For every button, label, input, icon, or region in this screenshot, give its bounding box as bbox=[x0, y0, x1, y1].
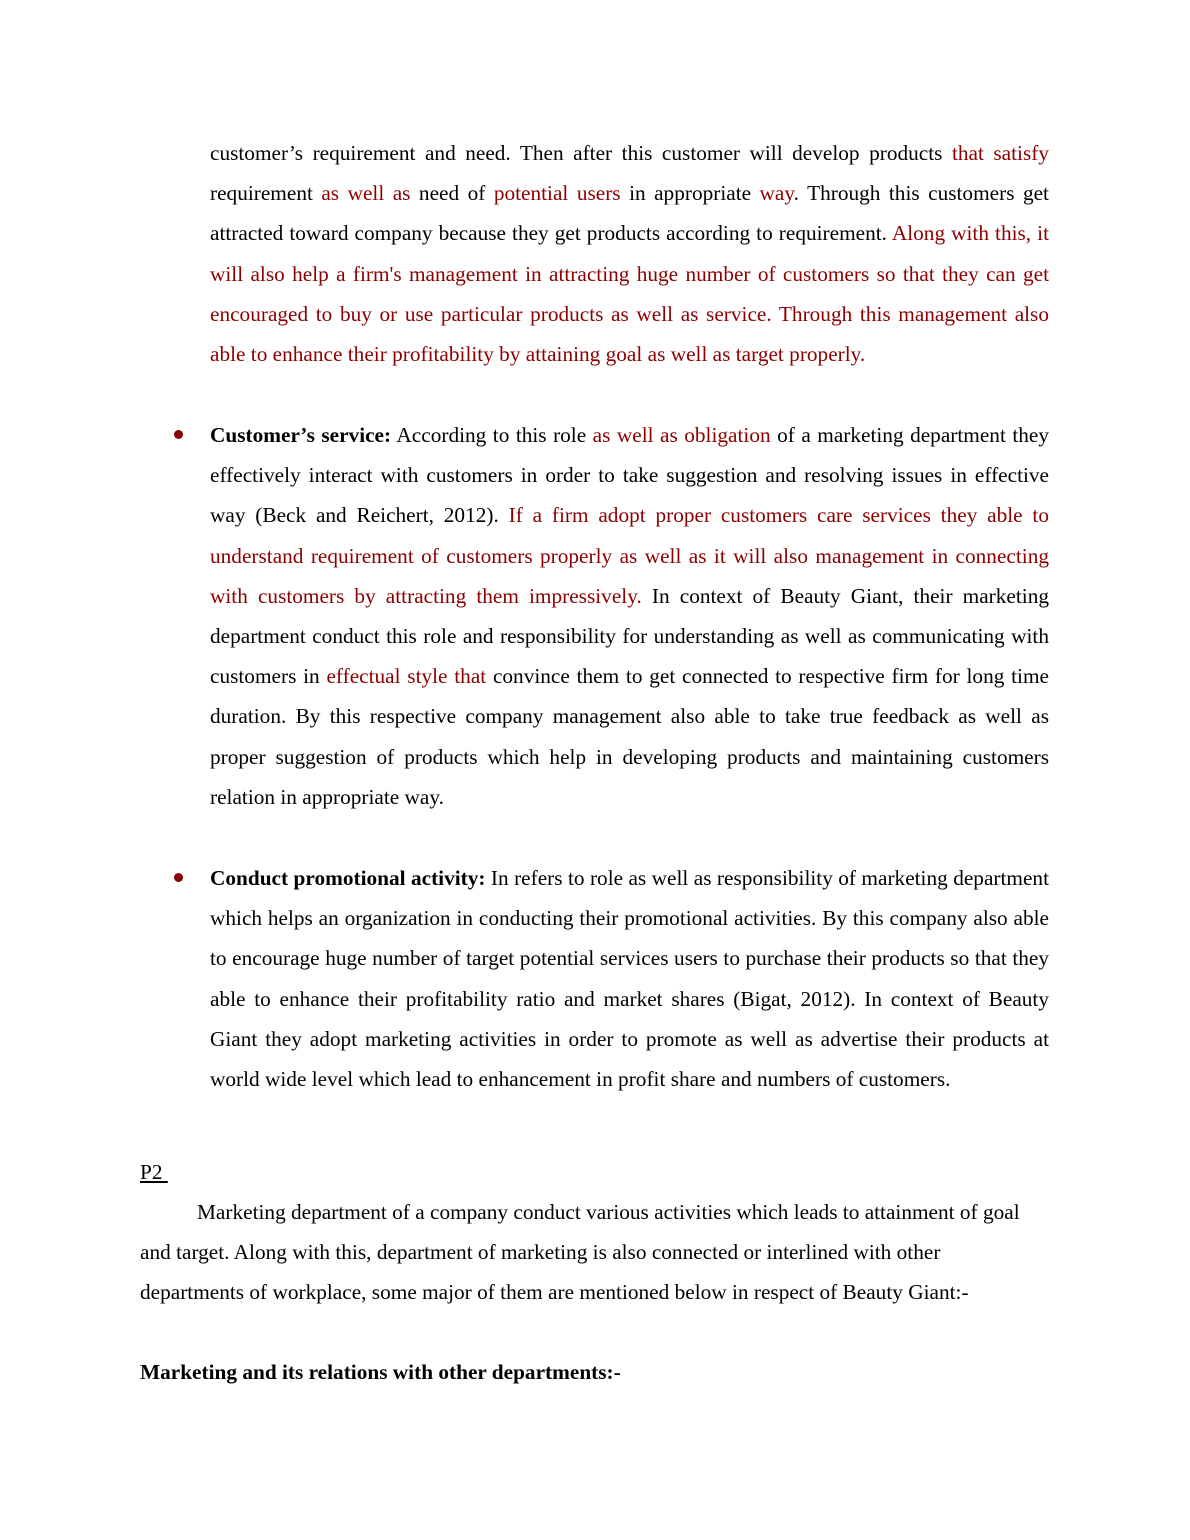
highlighted-text-run: as well as bbox=[321, 181, 411, 206]
text-run: requirement bbox=[210, 181, 322, 206]
bullet-item-customer-service bbox=[210, 415, 1049, 817]
bullet-item-promotional-activity bbox=[210, 858, 1049, 1099]
text-run: customer’s requirement and need. Then after this customer will develop products bbox=[210, 141, 952, 165]
highlighted-text-run: effectual style that bbox=[326, 664, 487, 689]
text-run: In context of Beauty Giant, their marketing department conduct this role and responsibility for understanding as well as communicating with customers in bbox=[210, 583, 1049, 689]
text-run: of a marketing department they effectively interact with customers in order to take suggestion and resolving issues in effective way (Beck and Reichert, 2012). bbox=[210, 423, 1050, 528]
text-run: convince them to get connected to respective firm for long time duration. By this respective company management also able to take true feedback as well as proper suggestion of products which help in developing products and maintaining customers relation in appropriate way. bbox=[210, 664, 1049, 809]
bullet-title: Conduct promotional activity: bbox=[210, 866, 486, 890]
highlighted-text-run: If a firm adopt proper customers care services they able to understand requirement of customers properly as well as it will also management in connecting with customers by attracting them impressively. bbox=[210, 503, 1049, 608]
continuation-paragraph bbox=[210, 133, 1049, 374]
bullet-title: Customer’s service: bbox=[210, 423, 392, 447]
text-run: need of bbox=[410, 181, 494, 206]
text-run: According to this role bbox=[391, 423, 593, 447]
bullet-dot-icon bbox=[174, 430, 183, 439]
highlighted-text-run: that satisfy bbox=[951, 141, 1049, 165]
text-run: . Through this customers get attracted toward company because they get products according to requirement. bbox=[210, 181, 1049, 246]
highlighted-text-run: potential users bbox=[493, 181, 621, 206]
text-run: In refers to role as well as responsibility of marketing department which helps an organization in conducting their promotional activities. By this company also able to encourage huge number of target potential services users to purchase their products so that they able to enhance their profitability ratio and market shares (Bigat, 2012). In context of Beauty Giant they adopt marketing activities in order to promote as well as advertise their products at world wide level which lead to enhancement in profit share and numbers of customers. bbox=[210, 866, 1049, 1092]
highlighted-text-run: Along with this, it will also help a firm's management in attracting huge number of customers so that they can get encouraged to buy or use particular products as well as service. Through this management also able to enhance their profitability by attaining goal as well as target properly. bbox=[210, 221, 1049, 367]
highlighted-text-run: as well as obligation bbox=[592, 423, 771, 447]
highlighted-text-run: way bbox=[759, 181, 794, 206]
bullet-dot-icon bbox=[174, 873, 183, 882]
section-heading: P2 bbox=[140, 1160, 168, 1184]
subheading: Marketing and its relations with other departments:- bbox=[140, 1360, 621, 1384]
body-paragraph: Marketing department of a company conduct various activities which leads to attainment of goal and target. Along with this, department of marketing is also connected or interlined with other departments of workplace, some major of them are mentioned below in respect of Beauty Giant:- bbox=[140, 1200, 1020, 1305]
text-run: in appropriate bbox=[620, 181, 760, 206]
